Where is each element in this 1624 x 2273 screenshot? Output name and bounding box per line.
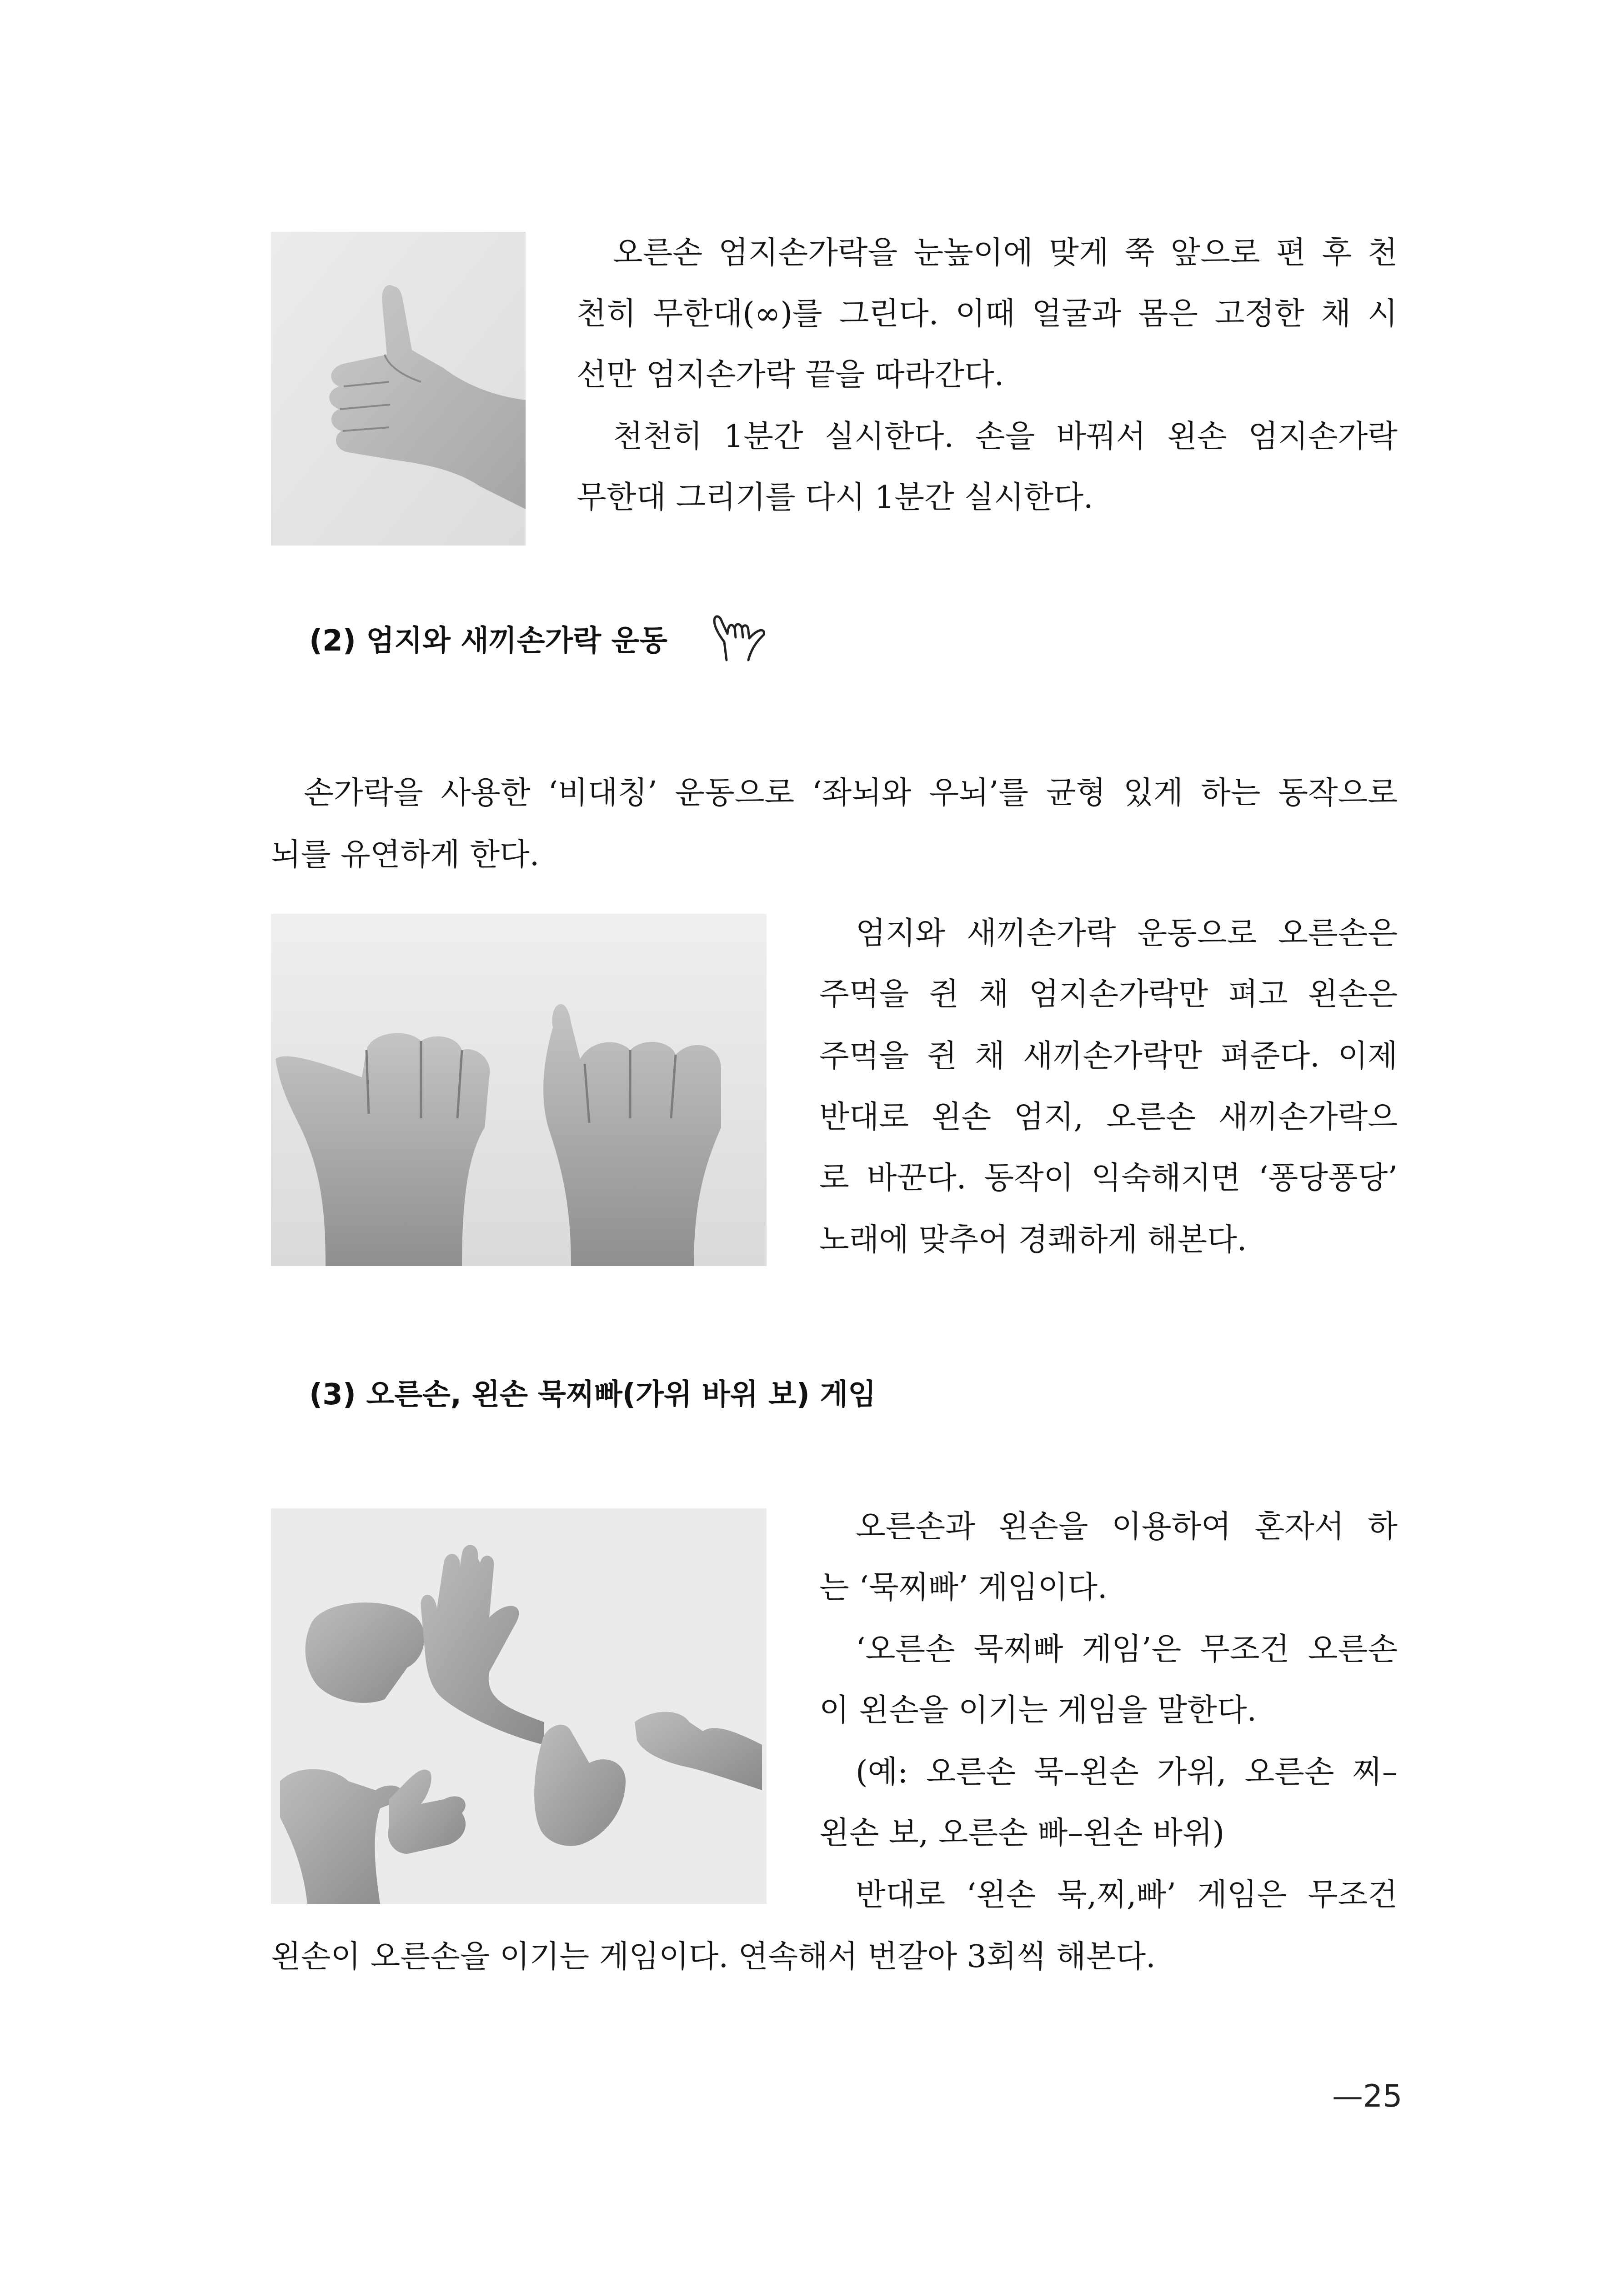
section1-line-5: 무한대 그리기를 다시 1분간 실시한다.: [576, 480, 1093, 516]
section3-heading: (3) 오른손, 왼손 묵찌빠(가위 바위 보) 게임: [309, 1378, 876, 1412]
section1-line-2: 천히 무한대(∞)를 그린다. 이때 얼굴과 몸은 고정한 채 시: [576, 296, 1398, 332]
section1-line-4: 천천히 1분간 실시한다. 손을 바꿔서 왼손 엄지손가락: [613, 419, 1398, 455]
section1-line-1: 오른손 엄지손가락을 눈높이에 맞게 쭉 앞으로 편 후 천: [613, 235, 1398, 271]
section2-line-5: 로 바꾼다. 동작이 익숙해지면 ‘퐁당퐁당’: [819, 1160, 1398, 1196]
page-number: —25: [1332, 2078, 1403, 2114]
thumbs-up-hand-photo: [271, 232, 526, 546]
section2-intro-line-2: 뇌를 유연하게 한다.: [271, 837, 540, 873]
section3-line-5: (예: 오른손 묵–왼손 가위, 오른손 찌–: [856, 1754, 1398, 1790]
rock-paper-scissors-hands-photo: [271, 1508, 767, 1904]
section3-line-4: 이 왼손을 이기는 게임을 말한다.: [819, 1692, 1257, 1728]
section3-line-3: ‘오른손 묵찌빠 게임’은 무조건 오른손: [856, 1632, 1398, 1667]
section2-line-1: 엄지와 새끼손가락 운동으로 오른손은: [856, 916, 1398, 951]
section2-line-6: 노래에 맞추어 경쾌하게 해본다.: [819, 1222, 1247, 1258]
section3-line-2: 는 ‘묵찌빠’ 게임이다.: [819, 1570, 1108, 1606]
section2-intro-line-1: 손가락을 사용한 ‘비대칭’ 운동으로 ‘좌뇌와 우뇌’를 균형 있게 하는 동작으로: [304, 775, 1398, 811]
section2-line-3: 주먹을 쥔 채 새끼손가락만 펴준다. 이제: [819, 1038, 1398, 1074]
section3-line-8: 왼손이 오른손을 이기는 게임이다. 연속해서 번갈아 3회씩 해본다.: [271, 1939, 1156, 1975]
section2-heading: (2) 엄지와 새끼손가락 운동: [309, 624, 668, 658]
thumb-and-pinky-hands-photo: [271, 914, 767, 1266]
section3-line-7: 반대로 ‘왼손 묵,찌,빠’ 게임은 무조건: [856, 1877, 1398, 1913]
section2-line-4: 반대로 왼손 엄지, 오른손 새끼손가락으: [819, 1099, 1398, 1135]
hand-gesture-icon: [708, 610, 772, 665]
section3-line-6: 왼손 보, 오른손 빠–왼손 바위): [819, 1815, 1225, 1851]
section3-line-1: 오른손과 왼손을 이용하여 혼자서 하: [856, 1509, 1398, 1545]
section2-line-2: 주먹을 쥔 채 엄지손가락만 펴고 왼손은: [819, 976, 1398, 1012]
section1-line-3: 선만 엄지손가락 끝을 따라간다.: [576, 357, 1004, 393]
